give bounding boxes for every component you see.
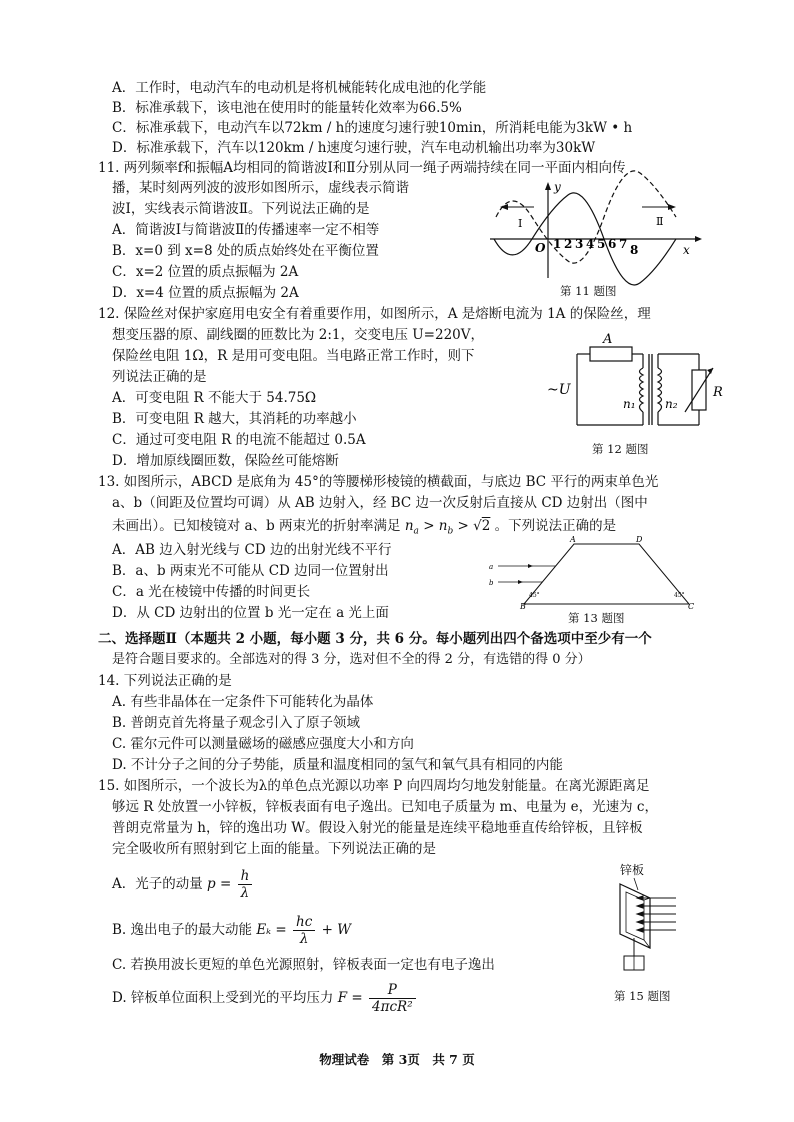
q10-option-c: C．标准承载下，电动汽车以72km / h的速度匀速行驶10min，所消耗电能为3kW • h — [112, 120, 633, 136]
q11-tick-label: 2 — [564, 237, 573, 251]
q13-stem-line2: a、b（间距及位置均可调）从 AB 边射入，经 BC 边一次反射后直接从 CD 边射出（图中 — [112, 495, 648, 511]
q11-tick-label: 5 — [597, 237, 606, 251]
q15-option-b-fraction: $\frac{hc}{\lambda}$ — [293, 914, 315, 947]
q11-option-b: B．x=0 到 x=8 处的质点始终处在平衡位置 — [112, 243, 379, 259]
q11-option-d: D．x=4 位置的质点振幅为 2A — [112, 285, 299, 301]
q12-caption: 第 12 题图 — [592, 442, 649, 456]
q13-option-b: B．a、b 两束光不可能从 CD 边同一位置射出 — [112, 563, 389, 579]
q11-tick-label: 7 — [619, 237, 628, 251]
q11-tick-label: 1 — [553, 237, 562, 251]
q13-option-d: D．从 CD 边射出的位置 b 光一定在 a 光上面 — [112, 605, 389, 621]
q11-wave2-label: Ⅱ — [656, 215, 664, 228]
q10-option-b: B．标准承载下，该电池在使用时的能量转化效率为66.5% — [112, 100, 462, 116]
q13-vertex-b: B — [520, 602, 526, 611]
q11-stem-line2: 播，某时刻两列波的波形如图所示，虚线表示简谐 — [112, 180, 409, 196]
q15-option-a: A．光子的动量 p = $\frac{h}{\lambda}$ — [112, 866, 254, 902]
q11-stem-line1: 11. 两列频率f和振幅A均相同的简谐波Ⅰ和Ⅱ分别从同一绳子两端持续在同一平面内相向传 — [98, 160, 626, 176]
q14-option-a: A. 有些非晶体在一定条件下可能转化为晶体 — [112, 694, 374, 710]
q15-zinc-plate-figure — [606, 862, 696, 977]
q11-wave-figure — [490, 180, 705, 280]
q12-circuit-figure — [545, 332, 735, 437]
q12-option-a: A．可变电阻 R 不能大于 54.75Ω — [112, 390, 317, 406]
q11-caption: 第 11 题图 — [560, 284, 617, 298]
q10-option-a: A．工作时，电动汽车的电动机是将机械能转化成电池的化学能 — [112, 80, 487, 96]
q12-fuse-label: A — [603, 332, 613, 347]
q11-stem-line3: 波Ⅰ，实线表示简谐波Ⅱ。下列说法正确的是 — [112, 201, 370, 217]
q13-stem-line1: 13. 如图所示，ABCD 是底角为 45°的等腰梯形棱镜的横截面，与底边 BC 平行的两束单色光 — [98, 474, 659, 490]
q11-y-label: y — [554, 180, 561, 194]
q12-stem-line1: 12. 保险丝对保护家庭用电安全有着重要作用，如图所示，A 是熔断电流为 1A 的保险丝，理 — [98, 306, 651, 322]
q15-stem-line3: 普朗克常量为 h，锌的逸出功 W。假设入射光的能量是连续平稳地垂直传给锌板，且锌板 — [112, 820, 643, 836]
q13-vertex-a: A — [570, 535, 576, 544]
q12-option-d: D．增加原线圈匝数，保险丝可能熔断 — [112, 453, 339, 469]
q13-prism-figure — [484, 534, 699, 609]
q12-n2-label: n₂ — [665, 397, 678, 411]
q15-option-d-fraction: $\frac{P}{\text{4πcR²}}$ — [369, 982, 416, 1015]
q11-option-c: C．x=2 位置的质点振幅为 2A — [112, 264, 299, 280]
q12-resistor-label: R — [713, 385, 723, 400]
q11-origin: O — [535, 241, 546, 255]
q13-beam-a: a — [489, 563, 494, 571]
q12-source-label: ~U — [547, 382, 571, 398]
q15-option-a-fraction: $\frac{h}{\lambda}$ — [238, 868, 253, 901]
section2-heading-line2: 是符合题目要求的。全部选对的得 3 分，选对但不全的得 2 分，有选错的得 0 分） — [112, 652, 591, 667]
q14-option-c: C. 霍尔元件可以测量磁场的磁感应强度大小和方向 — [112, 736, 414, 752]
q11-tick-label: 4 — [586, 237, 595, 251]
q14-option-d: D. 不计分子之间的分子势能，质量和温度相同的氢气和氧气具有相同的内能 — [112, 757, 563, 773]
q11-tick-label: 3 — [575, 237, 584, 251]
q12-stem-line2: 想变压器的原、副线圈的匝数比为 2:1，交变电压 U=220V， — [112, 327, 485, 343]
q12-stem-line4: 列说法正确的是 — [112, 369, 207, 385]
q12-stem-line3: 保险丝电阻 1Ω，R 是用可变电阻。当电路正常工作时，则下 — [112, 348, 475, 364]
q14-option-b: B. 普朗克首先将量子观念引入了原子领域 — [112, 715, 361, 731]
q12-n1-label: n₁ — [623, 397, 636, 411]
q13-refraction-inequality: $n_a > n_b > √2$ — [404, 518, 491, 537]
q15-stem-line2: 够远 R 处放置一小锌板，锌板表面有电子逸出。已知电子质量为 m、电量为 e，光速为 c， — [112, 799, 658, 815]
q15-option-b: B. 逸出电子的最大动能 Eₖ = $\frac{hc}{\lambda}$ + W — [112, 914, 352, 947]
q11-option-a: A．简谐波Ⅰ与简谐波Ⅱ的传播速率一定不相等 — [112, 222, 380, 238]
q11-wave1-label: Ⅰ — [518, 217, 523, 230]
q13-vertex-c: C — [688, 602, 695, 611]
q13-angle-left: 45° — [529, 592, 540, 599]
q13-angle-right: 45° — [674, 592, 685, 599]
q11-x-label: x — [683, 243, 690, 257]
q15-caption: 第 15 题图 — [614, 989, 671, 1003]
q15-stem-line1: 15. 如图所示，一个波长为λ的单色点光源以功率 P 向四周均匀地发射能量。在离光源距离足 — [98, 778, 650, 794]
q11-tick-label: 6 — [608, 237, 617, 251]
q13-beam-b: b — [489, 579, 494, 587]
q13-option-c: C．a 光在棱镜中传播的时间更长 — [112, 584, 311, 600]
q15-zinc-label: 锌板 — [620, 863, 645, 877]
q12-option-c: C．通过可变电阻 R 的电流不能超过 0.5A — [112, 432, 366, 448]
q10-option-d: D．标准承载下，汽车以120km / h速度匀速行驶，汽车电动机输出功率为30kW — [112, 140, 596, 156]
q13-option-a: A．AB 边入射光线与 CD 边的出射光线不平行 — [112, 542, 392, 558]
q13-vertex-d: D — [636, 535, 643, 544]
section2-heading-line1: 二、选择题Ⅱ（本题共 2 小题，每小题 3 分，共 6 分。每小题列出四个备选项中至少有一个 — [98, 631, 652, 647]
q15-stem-line4: 完全吸收所有照射到它上面的能量。下列说法正确的是 — [112, 841, 436, 857]
q13-stem-line3: 未画出）。已知棱镜对 a、b 两束光的折射率满足 $n_a > n_b > √2$ 。下列说法正确的是 — [112, 518, 617, 537]
q15-option-c: C. 若换用波长更短的单色光源照射，锌板表面一定也有电子逸出 — [112, 957, 495, 973]
q13-caption: 第 13 题图 — [568, 611, 625, 625]
q14-stem: 14. 下列说法正确的是 — [98, 673, 232, 689]
page-footer: 物理试卷 第 3页 共 7 页 — [319, 1052, 475, 1067]
q12-option-b: B．可变电阻 R 越大，其消耗的功率越小 — [112, 411, 357, 427]
q15-option-d: D. 锌板单位面积上受到光的平均压力 F = $\frac{P}{\text{4πcR²}}$ — [112, 980, 418, 1016]
q11-tick-label: 8 — [630, 243, 639, 257]
